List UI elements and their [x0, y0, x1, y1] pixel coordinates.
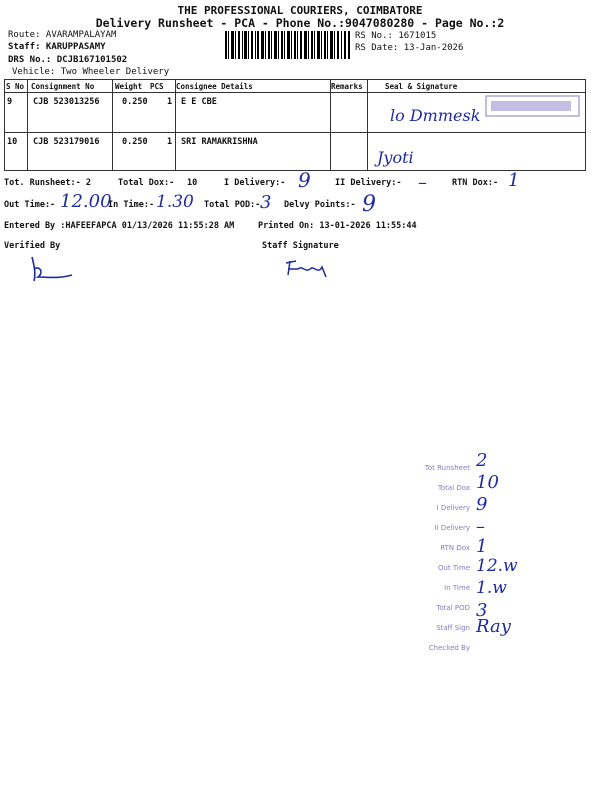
barcode	[225, 31, 350, 59]
staff-signature-label: Staff Signature	[262, 241, 339, 251]
i-delivery-label: I Delivery:-	[224, 178, 286, 188]
col-consignee: Consignee Details	[176, 82, 253, 91]
row1-consignment: CJB 523013256	[33, 97, 100, 107]
row1-sno: 9	[7, 97, 13, 107]
drs-number: DRS No.: DCJB167101502	[8, 55, 128, 65]
ii-delivery-hand: –	[418, 172, 427, 193]
total-pod-hand: 3	[260, 192, 272, 213]
stamp-hand-7: 1.w	[476, 578, 507, 598]
col-signature: Seal & Signature	[385, 82, 458, 91]
row1-pcs: 1	[167, 97, 173, 107]
staff-label: Staff: KARUPPASAMY	[8, 42, 106, 52]
entered-by: Entered By :HAFEEFAPCA 01/13/2026 11:55:28 AM	[4, 221, 235, 231]
tot-runsheet: Tot. Runsheet:- 2	[4, 178, 91, 188]
row2-consignee: SRI RAMAKRISHNA	[181, 137, 258, 147]
stamp-hand-9: Ray	[476, 616, 511, 637]
row2-signature: Jyoti	[377, 148, 414, 167]
col-consignment: Consignment No	[31, 82, 95, 91]
stamp-hand-2: 10	[476, 472, 499, 493]
runsheet-table	[4, 79, 586, 171]
total-dox-value: 10	[187, 178, 198, 188]
row2-weight: 0.250	[122, 137, 148, 147]
runsheet-subtitle: Delivery Runsheet - PCA - Phone No.:9047080280 - Page No.:2	[95, 16, 505, 30]
stamp-hand-8: 3	[476, 600, 488, 621]
stamp-hand-3: 9	[476, 494, 488, 515]
in-time-label: In Time:-	[108, 200, 155, 210]
total-dox-label: Total Dox:-	[118, 178, 175, 188]
out-time-label: Out Time:-	[4, 200, 56, 210]
stamp-line-1: Tot Runsheet	[424, 464, 470, 472]
stamp-hand-values	[474, 450, 554, 660]
col-weight: Weight	[115, 82, 143, 91]
stamp-line-7: In Time	[444, 584, 470, 592]
row2-pcs: 1	[167, 137, 173, 147]
stamp-hand-5: 1	[476, 536, 488, 557]
row1-signature: lo Dmmesk	[390, 106, 481, 125]
row2-sno: 10	[7, 137, 18, 147]
rtn-dox-label: RTN Dox:-	[452, 178, 499, 188]
stamp-line-2: Total Dox	[437, 484, 470, 492]
out-time-hand: 12.00	[60, 191, 112, 212]
verified-by-label: Verified By	[4, 241, 61, 251]
stamp-hand-6: 12.w	[476, 556, 518, 576]
row1-seal-stamp	[485, 95, 580, 117]
col-sno: S No	[6, 82, 25, 91]
verified-signature	[26, 255, 76, 285]
col-remarks: Remarks	[331, 82, 363, 91]
stamp-line-10: Checked By	[428, 644, 470, 652]
rs-number: RS No.: 1671015	[355, 31, 437, 41]
stamp-line-8: Total POD	[436, 604, 470, 612]
stamp-line-6: Out Time	[437, 564, 470, 572]
rs-date: RS Date: 13-Jan-2026	[355, 43, 464, 53]
printed-on: Printed On: 13-01-2026 11:55:44	[258, 221, 417, 231]
in-time-hand: 1.30	[156, 192, 194, 212]
staff-signature	[282, 255, 332, 281]
rtn-dox-hand: 1	[508, 170, 520, 191]
row1-weight: 0.250	[122, 97, 148, 107]
row1-consignee: E E CBE	[181, 97, 217, 107]
delvy-points-hand: 9	[362, 192, 376, 217]
stamp-hand-4: –	[476, 516, 485, 537]
stamp-line-5: RTN Dox	[440, 544, 470, 552]
total-pod-label: Total POD:-	[204, 200, 261, 210]
stamp-line-3: I Delivery	[436, 504, 470, 512]
col-pcs: PCS	[150, 82, 164, 91]
stamp-line-4: II Delivery	[434, 524, 470, 532]
delvy-points-label: Delvy Points:-	[284, 200, 356, 210]
i-delivery-hand: 9	[298, 168, 311, 192]
row2-consignment: CJB 523179016	[33, 137, 100, 147]
stamp-hand-1: 2	[476, 450, 488, 471]
stamp-line-9: Staff Sign	[436, 624, 470, 632]
company-title: THE PROFESSIONAL COURIERS, COIMBATORE	[177, 4, 423, 17]
ii-delivery-label: II Delivery:-	[335, 178, 402, 188]
vehicle-label: Vehicle: Two Wheeler Delivery	[12, 67, 170, 77]
route-label: Route: AVARAMPALAYAM	[8, 30, 117, 40]
